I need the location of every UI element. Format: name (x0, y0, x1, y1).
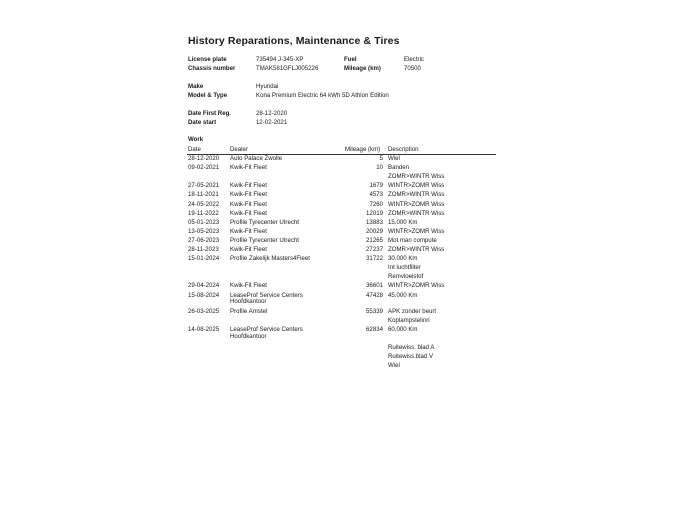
page-title: History Reparations, Maintenance & Tires (188, 35, 400, 47)
row-mileage: 7260 (369, 200, 383, 208)
row-dealer-line2: Hoofdkantoor (230, 332, 267, 340)
row-description: 15.000 Km (388, 218, 418, 226)
row-dealer: Profile Tyrecenter Utrecht (230, 236, 299, 244)
row-dealer: Profile Tyrecenter Utrecht (230, 218, 299, 226)
fuel-label: Fuel (344, 56, 357, 63)
row-date: 27-06-2023 (188, 236, 220, 244)
row-description: Wiel (388, 155, 400, 162)
row-mileage: 31722 (366, 255, 383, 263)
row-description: Mot man compute (388, 236, 437, 244)
row-mileage: 20029 (366, 227, 383, 235)
row-mileage: 55339 (366, 307, 383, 315)
row-description: 60.000 Km (388, 326, 418, 334)
row-description: ZOMR>WINTR Wiss (388, 191, 445, 199)
row-date: 19-11-2022 (188, 209, 219, 217)
row-mileage: 47428 (366, 291, 383, 299)
row-description: 45.000 Km (388, 291, 418, 299)
chassis-label: Chassis number (188, 65, 236, 72)
row-dealer: Kwik-Fit Fleet (230, 191, 267, 199)
row-date: 28-12-2020 (188, 155, 220, 162)
row-description: Wiel (388, 362, 400, 370)
row-mileage: 36601 (366, 282, 383, 290)
model-value: Kona Premium Electric 64 kWh 5D Athlon Edition (256, 92, 389, 99)
chassis-value: TMAK581GFLJ005226 (256, 65, 319, 72)
row-mileage: 62834 (366, 326, 383, 334)
license-plate-value: 735494 J-345-XP (256, 56, 304, 63)
row-description: WINTR>ZOMR Wiss (388, 200, 445, 208)
date-start-value: 12-02-2021 (256, 119, 288, 126)
row-dealer: Kwik-Fit Fleet (230, 182, 267, 190)
row-description: ZOMR>WINTR Wiss (388, 173, 445, 181)
first-reg-label: Date First Reg. (188, 110, 232, 117)
row-dealer: Auto Palace Zwolle (230, 155, 283, 162)
fuel-value: Electric (404, 56, 424, 63)
model-label: Model & Type (188, 92, 228, 99)
row-date: 26-03-2025 (188, 307, 220, 315)
row-date: 15-08-2024 (188, 291, 220, 299)
row-description: Ruitewiss. blad A (388, 344, 435, 352)
row-description: Banden (388, 164, 410, 172)
row-dealer-line2: Hoofdkantoor (230, 298, 267, 306)
row-mileage: 27237 (366, 246, 383, 253)
row-date: 18-11-2021 (188, 191, 219, 199)
row-dealer: Kwik-Fit Fleet (230, 246, 267, 253)
make-label: Make (188, 83, 204, 90)
row-date: 05-01-2023 (188, 218, 220, 226)
row-mileage: 10 (376, 164, 383, 172)
row-mileage: 5 (379, 155, 383, 162)
row-mileage: 4573 (369, 191, 383, 199)
make-value: Hyundai (256, 83, 279, 90)
row-date: 13-05-2023 (188, 227, 220, 235)
mileage-value: 70500 (404, 65, 421, 72)
row-mileage: 21265 (366, 236, 383, 244)
row-dealer: Kwik-Fit Fleet (230, 209, 267, 217)
row-mileage: 1679 (369, 182, 383, 190)
date-start-label: Date start (188, 119, 217, 126)
row-dealer: Kwik-Fit Fleet (230, 164, 267, 172)
row-description: ZOMR>WINTR Wiss (388, 246, 445, 253)
row-description: 30.000 Km (388, 255, 418, 263)
row-description: Int luchtfilter (388, 264, 421, 272)
row-description: ZOMR>WINTR Wiss (388, 209, 445, 217)
col-mileage-header: Mileage (km) (345, 146, 381, 153)
row-dealer: Kwik-Fit Fleet (230, 200, 267, 208)
row-dealer: Kwik-Fit Fleet (230, 227, 267, 235)
row-dealer: LeaseProf Service Centers (230, 326, 303, 334)
row-description: WINTR>ZOMR Wiss (388, 282, 445, 290)
row-date: 14-08-2025 (188, 326, 220, 334)
row-description: WINTR>ZOMR Wiss (388, 227, 445, 235)
row-date: 28-11-2023 (188, 246, 219, 253)
row-dealer: Kwik-Fit Fleet (230, 282, 267, 290)
work-heading: Work (188, 136, 204, 143)
row-dealer: LeaseProf Service Centers (230, 291, 303, 299)
row-description: Ruitewiss.blad V (388, 353, 434, 361)
row-description: WINTR>ZOMR Wiss (388, 182, 445, 190)
row-dealer: Profile Zakelijk Masters4Fleet (230, 255, 310, 263)
row-dealer: Profile Amstel (230, 307, 268, 315)
row-description: Koplampstelinri (388, 316, 430, 324)
row-date: 09-02-2021 (188, 164, 220, 172)
row-mileage: 12019 (366, 209, 383, 217)
license-plate-label: License plate (188, 56, 227, 63)
row-date: 15-01-2024 (188, 255, 220, 263)
row-description: Remvloeistof (388, 273, 424, 281)
col-dealer-header: Dealer (230, 146, 248, 153)
col-description-header: Description (388, 146, 419, 153)
row-description: APK zonder beurt (388, 307, 437, 315)
row-date: 24-05-2022 (188, 200, 220, 208)
col-date-header: Date (188, 146, 201, 153)
mileage-label: Mileage (km) (344, 65, 381, 72)
row-date: 29-04-2024 (188, 282, 220, 290)
row-date: 27-05-2021 (188, 182, 220, 190)
row-mileage: 13883 (366, 218, 383, 226)
first-reg-value: 28-12-2020 (256, 110, 288, 117)
